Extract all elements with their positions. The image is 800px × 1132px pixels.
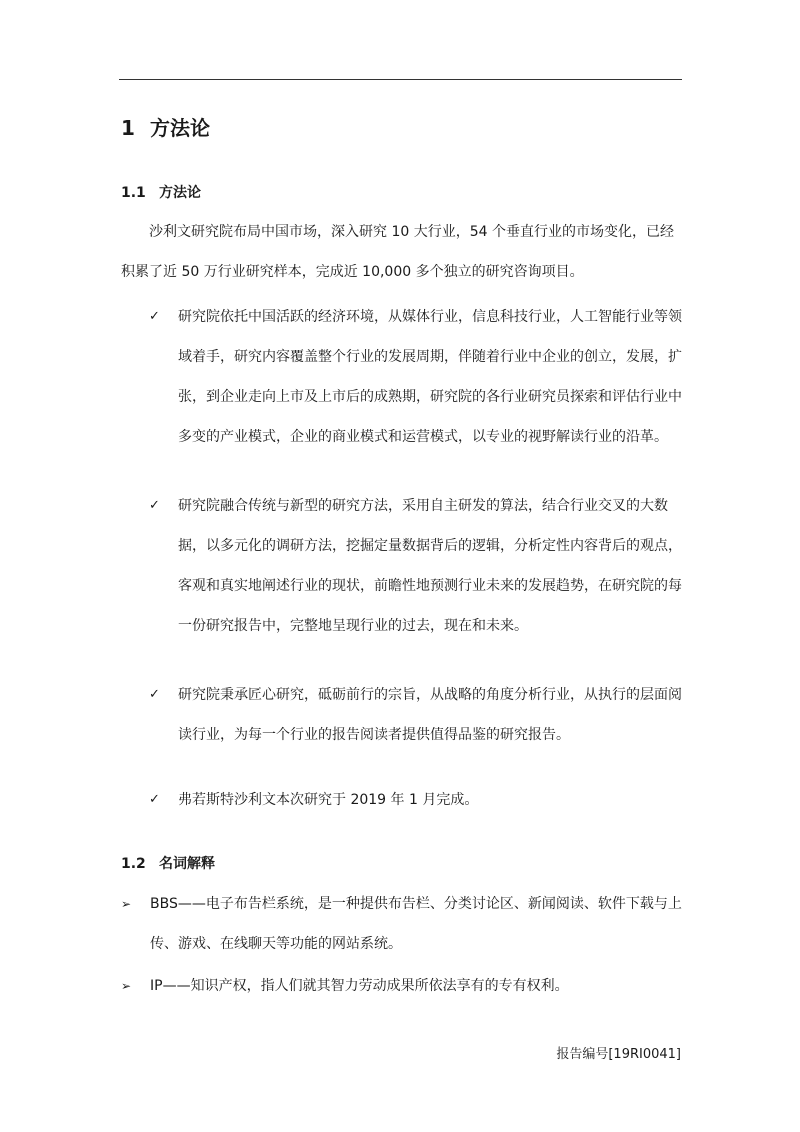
bullet-text: 研究院秉承匠心研究，砥砺前行的宗旨，从战略的角度分析行业，从执行的层面阅读行业，为每一个行业的报告阅读者提供值得品鉴的研究报告。 xyxy=(178,687,682,743)
section-number: 1.1 xyxy=(121,185,146,201)
checkmark-icon: ✓ xyxy=(149,498,160,513)
term-text: IP——知识产权，指人们就其智力劳动成果所依法享有的专有权利。 xyxy=(150,978,569,994)
section-number: 1.2 xyxy=(121,856,146,872)
bullet-item xyxy=(149,780,689,820)
checkmark-icon: ✓ xyxy=(149,687,160,702)
checkmark-icon: ✓ xyxy=(149,309,160,324)
chapter-heading xyxy=(121,112,210,141)
section-title: 方法论 xyxy=(159,185,201,201)
term-item xyxy=(121,966,689,1006)
bullet-text: 研究院依托中国活跃的经济环境，从媒体行业，信息科技行业，人工智能行业等领域着手，研究内容覆盖整个行业的发展周期，伴随着行业中企业的创立，发展，扩张，到企业走向上市及上市后的成熟期，研究院的各行业研究员探索和评估行业中多变的产业模式，企业的商业模式和运营模式，以专业的视野解读行业的沿革。 xyxy=(178,309,682,445)
bullet-text: 研究院融合传统与新型的研究方法，采用自主研发的算法，结合行业交叉的大数据，以多元化的调研方法，挖掘定量数据背后的逻辑，分析定性内容背后的观点，客观和真实地阐述行业的现状，前瞻性地预测行业未来的发展趋势，在研究院的每一份研究报告中，完整地呈现行业的过去，现在和未来。 xyxy=(178,498,682,634)
section-heading-1-2 xyxy=(121,853,215,873)
header-rule xyxy=(119,79,682,80)
bullet-text: 弗若斯特沙利文本次研究于 2019 年 1 月完成。 xyxy=(178,792,479,808)
bullet-item xyxy=(149,675,689,755)
term-item xyxy=(121,884,689,964)
report-id: 报告编号[19RI0041] xyxy=(556,1047,681,1062)
arrow-bullet-icon: ➢ xyxy=(121,897,132,911)
term-text: BBS——电子布告栏系统，是一种提供布告栏、分类讨论区、新闻阅读、软件下载与上传、游戏、在线聊天等功能的网站系统。 xyxy=(150,896,682,952)
checkmark-icon: ✓ xyxy=(149,792,160,807)
chapter-number: 1 xyxy=(121,116,135,140)
bullet-item xyxy=(149,486,689,646)
section-title: 名词解释 xyxy=(159,856,215,872)
section-heading-1-1 xyxy=(121,182,201,202)
intro-paragraph xyxy=(121,212,686,292)
intro-text: 沙利文研究院布局中国市场，深入研究 10 大行业，54 个垂直行业的市场变化，已经积累了近 50 万行业研究样本，完成近 10,000 多个独立的研究咨询项目。 xyxy=(121,224,674,280)
chapter-title: 方法论 xyxy=(150,116,210,140)
arrow-bullet-icon: ➢ xyxy=(121,979,132,993)
bullet-item xyxy=(149,297,689,457)
